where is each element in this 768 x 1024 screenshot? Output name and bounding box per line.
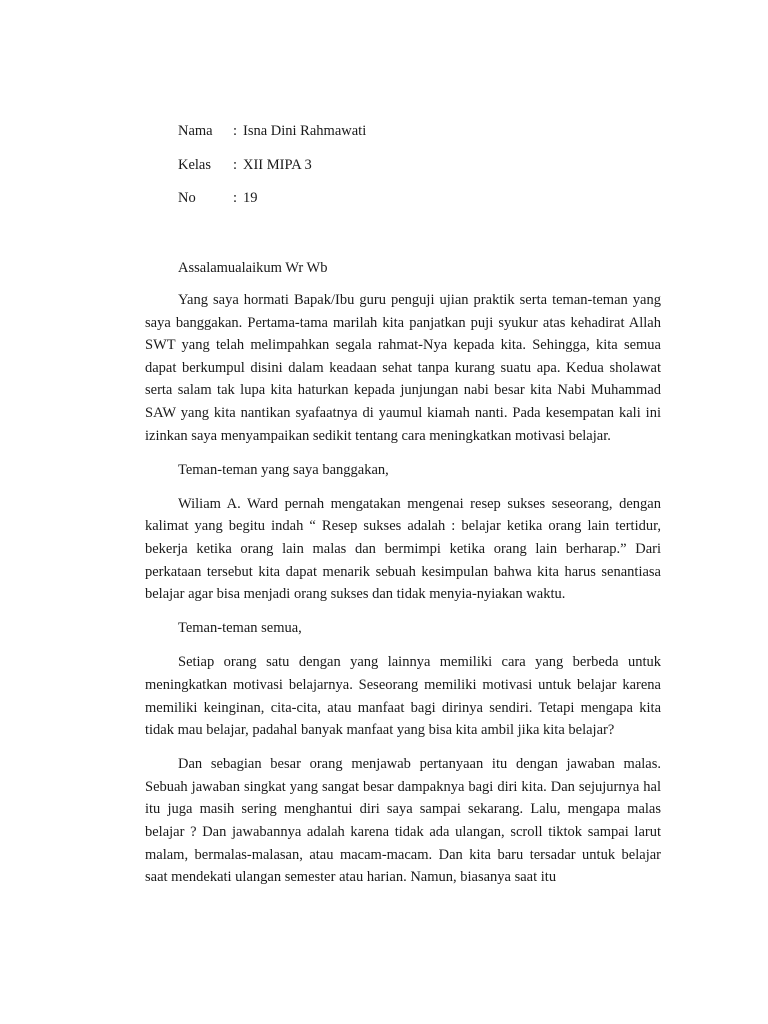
number-row <box>178 188 366 222</box>
greeting: Assalamualaikum Wr Wb <box>178 260 328 276</box>
class-separator: : <box>233 156 238 173</box>
number-value: 19 <box>243 190 258 207</box>
paragraph-address-2: Teman-teman semua, <box>178 620 302 637</box>
class-value: XII MIPA 3 <box>243 156 312 173</box>
name-row <box>178 121 366 155</box>
name-separator: : <box>233 123 238 139</box>
paragraph-quote: Wiliam A. Ward pernah mengatakan mengenai resep sukses seseorang, dengan kalimat yang begitu indah “ Resep sukses adalah : belajar ketika orang lain tertidur, bekerja ketika orang lain malas dan bermimpi ketika orang lain berharap.” Dari perkataan tersebut kita dapat menarik sebuah kesimpulan bahwa kita harus senantiasa belajar agar bisa menjadi orang sukses dan tidak menyia-nyiakan waktu. <box>145 495 661 603</box>
speech-body <box>145 289 661 900</box>
name-label: Nama <box>178 123 213 139</box>
paragraph-motivation: Setiap orang satu dengan yang lainnya memiliki cara yang berbeda untuk meningkatkan motivasi belajarnya. Seseorang memiliki motivasi untuk belajar karena memiliki keinginan, cita-cita, atau manfaat bagi dirinya sendiri. Tetapi mengapa kita tidak mau belajar, padahal banyak manfaat yang bisa kita ambil jika kita belajar? <box>145 654 661 739</box>
name-value: Isna Dini Rahmawati <box>243 123 367 139</box>
paragraph-laziness: Dan sebagian besar orang menjawab pertanyaan itu dengan jawaban malas. Sebuah jawaban singkat yang sangat besar dampaknya bagi diri kita. Dan sejujurnya hal itu juga masih sering menghantui diri saya sampai sekarang. Lalu, mengapa malas belajar ? Dan jawabannya adalah karena tidak ada ulangan, scroll tiktok sampai larut malam, bermalas-malasan, atau macam-macam. Dan kita baru tersadar untuk belajar saat mendekati ulangan semester atau harian. Namun, biasanya saat itu <box>145 756 661 886</box>
number-label: No <box>178 190 196 207</box>
number-separator: : <box>233 190 238 207</box>
class-label: Kelas <box>178 156 212 173</box>
paragraph-opening: Yang saya hormati Bapak/Ibu guru penguji ujian praktik serta teman-teman yang saya banggakan. Pertama-tama marilah kita panjatkan puji syukur atas kehadirat Allah SWT yang telah melimpahkan segala rahmat-Nya kepada kita. Sehingga, kita semua dapat berkumpul disini dalam keadaan sehat tanpa kurang suatu apa. Kedua sholawat serta salam tak lupa kita haturkan kepada junjungan nabi besar kita Nabi Muhammad SAW yang kita nantikan syafaatnya di yaumul kiamah nanti. Pada kesempatan kali ini izinkan saya menyampaikan sedikit tentang cara meningkatkan motivasi belajar. <box>145 292 661 444</box>
identity-block <box>178 121 366 222</box>
class-row <box>178 155 366 189</box>
paragraph-address-1: Teman-teman yang saya banggakan, <box>178 461 389 478</box>
